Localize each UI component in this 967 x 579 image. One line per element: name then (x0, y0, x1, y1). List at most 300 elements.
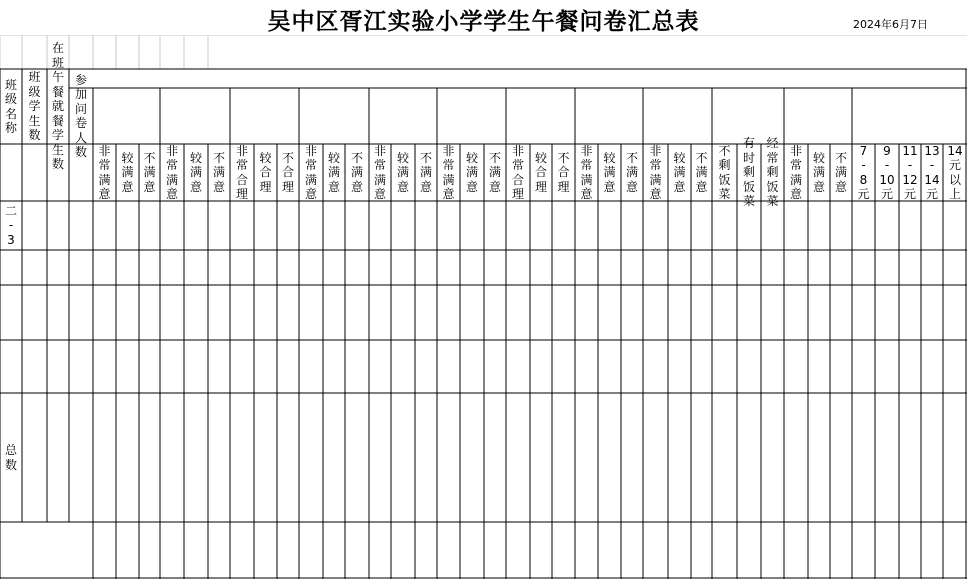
cell-r5-c24 (552, 393, 575, 522)
satisfaction-value-3 (139, 522, 160, 579)
header-sub-6-1: 非 常 满 意 (442, 143, 455, 201)
cell-r3-c26 (598, 285, 621, 340)
cell-r2-c3 (69, 250, 93, 285)
cell-r1-c34 (784, 201, 808, 250)
cell-r1-c14 (323, 201, 345, 250)
satisfaction-value-11 (323, 522, 345, 579)
cell-r3-c14 (323, 285, 345, 340)
cell-r3-c33 (761, 285, 784, 340)
header-group-11 (786, 88, 850, 144)
cell-r1-c12 (277, 201, 299, 250)
cell-r4-c40 (921, 340, 943, 393)
cell-r1-c27 (621, 201, 643, 250)
cell-r5-c30 (691, 393, 712, 522)
cell-r3-c41 (943, 285, 967, 340)
cell-r5-c10 (230, 393, 254, 522)
header-sub-2-1: 非 常 满 意 (165, 143, 178, 201)
cell-r1-c35 (808, 201, 830, 250)
header-group-7 (508, 88, 573, 144)
header-class-students: 班 级 学 生 数 (28, 70, 41, 143)
cell-r5-c7 (160, 393, 184, 522)
cell-r4-c27 (621, 340, 643, 393)
cell-r5-c36 (830, 393, 852, 522)
header-sub-8-3: 不 满 意 (625, 150, 638, 194)
cell-r3-c38 (875, 285, 899, 340)
cell-r1-c22 (506, 201, 530, 250)
cell-r4-c16 (369, 340, 391, 393)
satisfaction-value-36 (899, 522, 921, 579)
header-sub-12-2: 9 - 10 元 (879, 143, 895, 201)
cell-r4-c28 (643, 340, 668, 393)
header-group-1 (95, 88, 158, 144)
cell-r1-c32 (737, 201, 761, 250)
cell-r4-c31 (712, 340, 737, 393)
cell-r4-c38 (875, 340, 899, 393)
cell-r2-c32 (737, 250, 761, 285)
cell-r4-c34 (784, 340, 808, 393)
cell-r4-c1 (22, 340, 47, 393)
header-sub-11-3: 不 满 意 (834, 150, 847, 194)
cell-r1-c40 (921, 201, 943, 250)
satisfaction-value-25 (643, 522, 668, 579)
cell-r4-c14 (323, 340, 345, 393)
cell-r1-c41 (943, 201, 967, 250)
cell-r4-c24 (552, 340, 575, 393)
cell-r1-c1 (22, 201, 47, 250)
header-sub-6-3: 不 满 意 (488, 150, 501, 194)
cell-r4-c41 (943, 340, 967, 393)
cell-r1-c18 (415, 201, 437, 250)
satisfaction-value-1 (93, 522, 116, 579)
header-sub-7-2: 较 合 理 (534, 150, 547, 194)
cell-r5-c17 (391, 393, 415, 522)
cell-r3-c35 (808, 285, 830, 340)
satisfaction-value-19 (506, 522, 530, 579)
cell-r5-c32 (737, 393, 761, 522)
satisfaction-value-16 (437, 522, 460, 579)
cell-r5-c14 (323, 393, 345, 522)
cell-r2-c25 (575, 250, 598, 285)
cell-r3-c34 (784, 285, 808, 340)
cell-r5-c4 (93, 393, 116, 522)
cell-r2-c10 (230, 250, 254, 285)
cell-r1-c37 (852, 201, 875, 250)
row-name-1: 二 - 3 (4, 203, 17, 247)
cell-r1-c4 (93, 201, 116, 250)
header-sub-4-3: 不 满 意 (350, 150, 363, 194)
header-sub-1-3: 不 满 意 (143, 150, 156, 194)
cell-r2-c29 (668, 250, 691, 285)
cell-r1-c39 (899, 201, 921, 250)
cell-r4-c35 (808, 340, 830, 393)
cell-r5-c16 (369, 393, 391, 522)
header-sub-7-1: 非 常 合 理 (511, 143, 524, 201)
cell-r4-c25 (575, 340, 598, 393)
cell-r2-c38 (875, 250, 899, 285)
satisfaction-value-35 (875, 522, 899, 579)
cell-r1-c7 (160, 201, 184, 250)
cell-r1-c31 (712, 201, 737, 250)
cell-r3-c7 (160, 285, 184, 340)
satisfaction-value-8 (254, 522, 277, 579)
header-sub-6-2: 较 满 意 (465, 150, 478, 194)
satisfaction-value-6 (208, 522, 230, 579)
header-group-12 (854, 88, 965, 144)
cell-r5-c34 (784, 393, 808, 522)
satisfaction-value-17 (460, 522, 484, 579)
cell-r3-c39 (899, 285, 921, 340)
cell-r3-c15 (345, 285, 369, 340)
cell-r2-c22 (506, 250, 530, 285)
header-group-8 (577, 88, 641, 144)
header-participants: 参 加 问 卷 人 数 (74, 72, 87, 159)
sheet-title: 吴中区胥江实验小学学生午餐问卷汇总表 (267, 8, 700, 35)
cell-r3-c20 (460, 285, 484, 340)
cell-r2-c27 (621, 250, 643, 285)
header-sub-11-2: 较 满 意 (812, 150, 825, 194)
header-sub-5-1: 非 常 满 意 (373, 143, 386, 201)
cell-r4-c23 (530, 340, 552, 393)
cell-r1-c30 (691, 201, 712, 250)
cell-r4-c7 (160, 340, 184, 393)
cell-r1-c36 (830, 201, 852, 250)
header-group-3 (232, 88, 297, 144)
cell-r1-c29 (668, 201, 691, 250)
cell-r3-c2 (47, 285, 69, 340)
cell-r4-c6 (139, 340, 160, 393)
cell-r5-c37 (852, 393, 875, 522)
cell-r4-c26 (598, 340, 621, 393)
satisfaction-value-32 (808, 522, 830, 579)
header-sub-1-1: 非 常 满 意 (98, 143, 111, 201)
cell-r1-c38 (875, 201, 899, 250)
cell-r3-c11 (254, 285, 277, 340)
cell-r5-c39 (899, 393, 921, 522)
cell-r5-c31 (712, 393, 737, 522)
cell-r4-c19 (437, 340, 460, 393)
row-name-3 (0, 285, 22, 340)
cell-r2-c1 (22, 250, 47, 285)
header-sub-1-2: 较 满 意 (121, 150, 134, 194)
cell-r3-c24 (552, 285, 575, 340)
header-sub-10-1: 不 剩 饭 菜 (718, 143, 731, 201)
satisfaction-value-20 (530, 522, 552, 579)
row-name-5: 总 数 (4, 443, 17, 472)
cell-r4-c8 (184, 340, 208, 393)
cell-r5-c1 (22, 393, 47, 522)
cell-r5-c12 (277, 393, 299, 522)
header-group-5 (371, 88, 435, 144)
cell-r2-c36 (830, 250, 852, 285)
header-sub-2-3: 不 满 意 (212, 150, 225, 194)
cell-r5-c29 (668, 393, 691, 522)
satisfaction-value-29 (737, 522, 761, 579)
cell-r5-c35 (808, 393, 830, 522)
cell-r1-c13 (299, 201, 323, 250)
cell-r2-c33 (761, 250, 784, 285)
cell-r2-c21 (484, 250, 506, 285)
header-sub-5-2: 较 满 意 (396, 150, 409, 194)
cell-r3-c10 (230, 285, 254, 340)
cell-r1-c26 (598, 201, 621, 250)
row-name-4 (0, 340, 22, 393)
cell-r2-c5 (116, 250, 139, 285)
cell-r3-c27 (621, 285, 643, 340)
cell-r3-c30 (691, 285, 712, 340)
cell-r3-c25 (575, 285, 598, 340)
satisfaction-label (0, 522, 93, 579)
header-group-4 (301, 88, 367, 144)
cell-r2-c6 (139, 250, 160, 285)
cell-r2-c4 (93, 250, 116, 285)
satisfaction-value-9 (277, 522, 299, 579)
cell-r2-c11 (254, 250, 277, 285)
header-sub-4-1: 非 常 满 意 (304, 143, 317, 201)
cell-r3-c37 (852, 285, 875, 340)
header-sub-3-3: 不 合 理 (281, 150, 294, 194)
cell-r3-c31 (712, 285, 737, 340)
cell-r1-c8 (184, 201, 208, 250)
header-sub-12-3: 11 - 12 元 (902, 143, 918, 201)
satisfaction-value-2 (116, 522, 139, 579)
cell-r2-c30 (691, 250, 712, 285)
cell-r4-c9 (208, 340, 230, 393)
cell-r2-c37 (852, 250, 875, 285)
cell-r5-c13 (299, 393, 323, 522)
cell-r4-c15 (345, 340, 369, 393)
header-sub-5-3: 不 满 意 (419, 150, 432, 194)
cell-r2-c12 (277, 250, 299, 285)
header-sub-12-4: 13 - 14 元 (924, 143, 940, 201)
cell-r5-c28 (643, 393, 668, 522)
header-sub-8-2: 较 满 意 (603, 150, 616, 194)
header-group-6 (439, 88, 504, 144)
cell-r5-c9 (208, 393, 230, 522)
header-sub-9-2: 较 满 意 (673, 150, 686, 194)
satisfaction-value-13 (369, 522, 391, 579)
header-sub-12-1: 7 - 8 元 (857, 143, 870, 201)
cell-r5-c2 (47, 393, 69, 522)
cell-r2-c16 (369, 250, 391, 285)
satisfaction-value-21 (552, 522, 575, 579)
header-class-name: 班 级 名 称 (4, 77, 17, 135)
cell-r5-c20 (460, 393, 484, 522)
cell-r5-c8 (184, 393, 208, 522)
satisfaction-value-24 (621, 522, 643, 579)
cell-r2-c8 (184, 250, 208, 285)
header-sub-3-2: 较 合 理 (259, 150, 272, 194)
cell-r2-c34 (784, 250, 808, 285)
header-sub-4-2: 较 满 意 (327, 150, 340, 194)
cell-r2-c39 (899, 250, 921, 285)
cell-r3-c40 (921, 285, 943, 340)
header-sub-3-1: 非 常 合 理 (235, 143, 248, 201)
satisfaction-value-14 (391, 522, 415, 579)
cell-r3-c4 (93, 285, 116, 340)
cell-r5-c3 (69, 393, 93, 522)
cell-r3-c12 (277, 285, 299, 340)
header-sub-9-3: 不 满 意 (695, 150, 708, 194)
satisfaction-value-28 (712, 522, 737, 579)
cell-r2-c13 (299, 250, 323, 285)
cell-r3-c9 (208, 285, 230, 340)
header-sub-12-5: 14 元 以 上 (947, 143, 963, 201)
cell-r1-c19 (437, 201, 460, 250)
cell-r1-c24 (552, 201, 575, 250)
cell-r2-c41 (943, 250, 967, 285)
cell-r1-c3 (69, 201, 93, 250)
cell-r4-c17 (391, 340, 415, 393)
satisfaction-value-27 (691, 522, 712, 579)
satisfaction-value-26 (668, 522, 691, 579)
cell-r2-c35 (808, 250, 830, 285)
cell-r1-c15 (345, 201, 369, 250)
cell-r5-c6 (139, 393, 160, 522)
satisfaction-value-23 (598, 522, 621, 579)
cell-r5-c33 (761, 393, 784, 522)
cell-r1-c5 (116, 201, 139, 250)
cell-r2-c7 (160, 250, 184, 285)
cell-r4-c22 (506, 340, 530, 393)
satisfaction-value-38 (943, 522, 967, 579)
cell-r4-c4 (93, 340, 116, 393)
header-sub-8-1: 非 常 满 意 (580, 143, 593, 201)
cell-r1-c21 (484, 201, 506, 250)
cell-r3-c17 (391, 285, 415, 340)
cell-r5-c25 (575, 393, 598, 522)
cell-r5-c27 (621, 393, 643, 522)
cell-r3-c21 (484, 285, 506, 340)
cell-r5-c15 (345, 393, 369, 522)
cell-r2-c9 (208, 250, 230, 285)
cell-r3-c6 (139, 285, 160, 340)
satisfaction-value-34 (852, 522, 875, 579)
header-sub-9-1: 非 常 满 意 (649, 143, 662, 201)
cell-r3-c28 (643, 285, 668, 340)
cell-r4-c20 (460, 340, 484, 393)
cell-r2-c23 (530, 250, 552, 285)
cell-r2-c26 (598, 250, 621, 285)
survey-table (0, 35, 967, 579)
cell-r3-c29 (668, 285, 691, 340)
cell-r5-c21 (484, 393, 506, 522)
cell-r1-c33 (761, 201, 784, 250)
cell-r4-c32 (737, 340, 761, 393)
cell-r1-c9 (208, 201, 230, 250)
cell-r2-c18 (415, 250, 437, 285)
cell-r4-c29 (668, 340, 691, 393)
header-survey-group (69, 69, 967, 88)
header-sub-10-2: 有 时 剩 饭 菜 (742, 136, 755, 209)
cell-r5-c19 (437, 393, 460, 522)
cell-r5-c38 (875, 393, 899, 522)
cell-r5-c41 (943, 393, 967, 522)
cell-r3-c5 (116, 285, 139, 340)
cell-r5-c11 (254, 393, 277, 522)
satisfaction-value-15 (415, 522, 437, 579)
cell-r2-c28 (643, 250, 668, 285)
satisfaction-value-37 (921, 522, 943, 579)
satisfaction-value-10 (299, 522, 323, 579)
cell-r1-c20 (460, 201, 484, 250)
cell-r1-c17 (391, 201, 415, 250)
cell-r5-c22 (506, 393, 530, 522)
header-sub-7-3: 不 合 理 (557, 150, 570, 194)
satisfaction-value-4 (160, 522, 184, 579)
header-sub-2-2: 较 满 意 (189, 150, 202, 194)
cell-r2-c31 (712, 250, 737, 285)
cell-r1-c23 (530, 201, 552, 250)
cell-r4-c13 (299, 340, 323, 393)
cell-r1-c25 (575, 201, 598, 250)
cell-r3-c16 (369, 285, 391, 340)
cell-r5-c40 (921, 393, 943, 522)
cell-r3-c32 (737, 285, 761, 340)
cell-r1-c10 (230, 201, 254, 250)
cell-r5-c26 (598, 393, 621, 522)
cell-r1-c2 (47, 201, 69, 250)
cell-r3-c13 (299, 285, 323, 340)
cell-r4-c30 (691, 340, 712, 393)
cell-r4-c12 (277, 340, 299, 393)
satisfaction-value-31 (784, 522, 808, 579)
cell-r5-c5 (116, 393, 139, 522)
satisfaction-value-18 (484, 522, 506, 579)
cell-r1-c28 (643, 201, 668, 250)
cell-r3-c1 (22, 285, 47, 340)
satisfaction-value-22 (575, 522, 598, 579)
header-group-9 (645, 88, 710, 144)
cell-r4-c33 (761, 340, 784, 393)
satisfaction-value-12 (345, 522, 369, 579)
report-date: 2024年6月7日 (853, 18, 928, 31)
header-lunch-students: 在 班 午 餐 就 餐 学 生 数 (51, 41, 64, 172)
cell-r1-c16 (369, 201, 391, 250)
cell-r4-c37 (852, 340, 875, 393)
cell-r3-c18 (415, 285, 437, 340)
cell-r4-c18 (415, 340, 437, 393)
cell-r2-c19 (437, 250, 460, 285)
cell-r3-c36 (830, 285, 852, 340)
satisfaction-value-7 (230, 522, 254, 579)
cell-r3-c23 (530, 285, 552, 340)
cell-r4-c39 (899, 340, 921, 393)
cell-r3-c19 (437, 285, 460, 340)
cell-r4-c3 (69, 340, 93, 393)
cell-r2-c24 (552, 250, 575, 285)
cell-r4-c11 (254, 340, 277, 393)
cell-r1-c11 (254, 201, 277, 250)
cell-r2-c20 (460, 250, 484, 285)
cell-r2-c40 (921, 250, 943, 285)
cell-r1-c6 (139, 201, 160, 250)
cell-r4-c36 (830, 340, 852, 393)
cell-r5-c18 (415, 393, 437, 522)
satisfaction-value-33 (830, 522, 852, 579)
cell-r2-c15 (345, 250, 369, 285)
header-sub-11-1: 非 常 满 意 (789, 143, 802, 201)
cell-r2-c14 (323, 250, 345, 285)
cell-r5-c23 (530, 393, 552, 522)
cell-r4-c21 (484, 340, 506, 393)
satisfaction-value-5 (184, 522, 208, 579)
row-name-2 (0, 250, 22, 285)
header-sub-10-3: 经 常 剩 饭 菜 (766, 136, 779, 209)
cell-r3-c22 (506, 285, 530, 340)
header-group-2 (162, 88, 228, 144)
cell-r4-c2 (47, 340, 69, 393)
cell-r4-c10 (230, 340, 254, 393)
